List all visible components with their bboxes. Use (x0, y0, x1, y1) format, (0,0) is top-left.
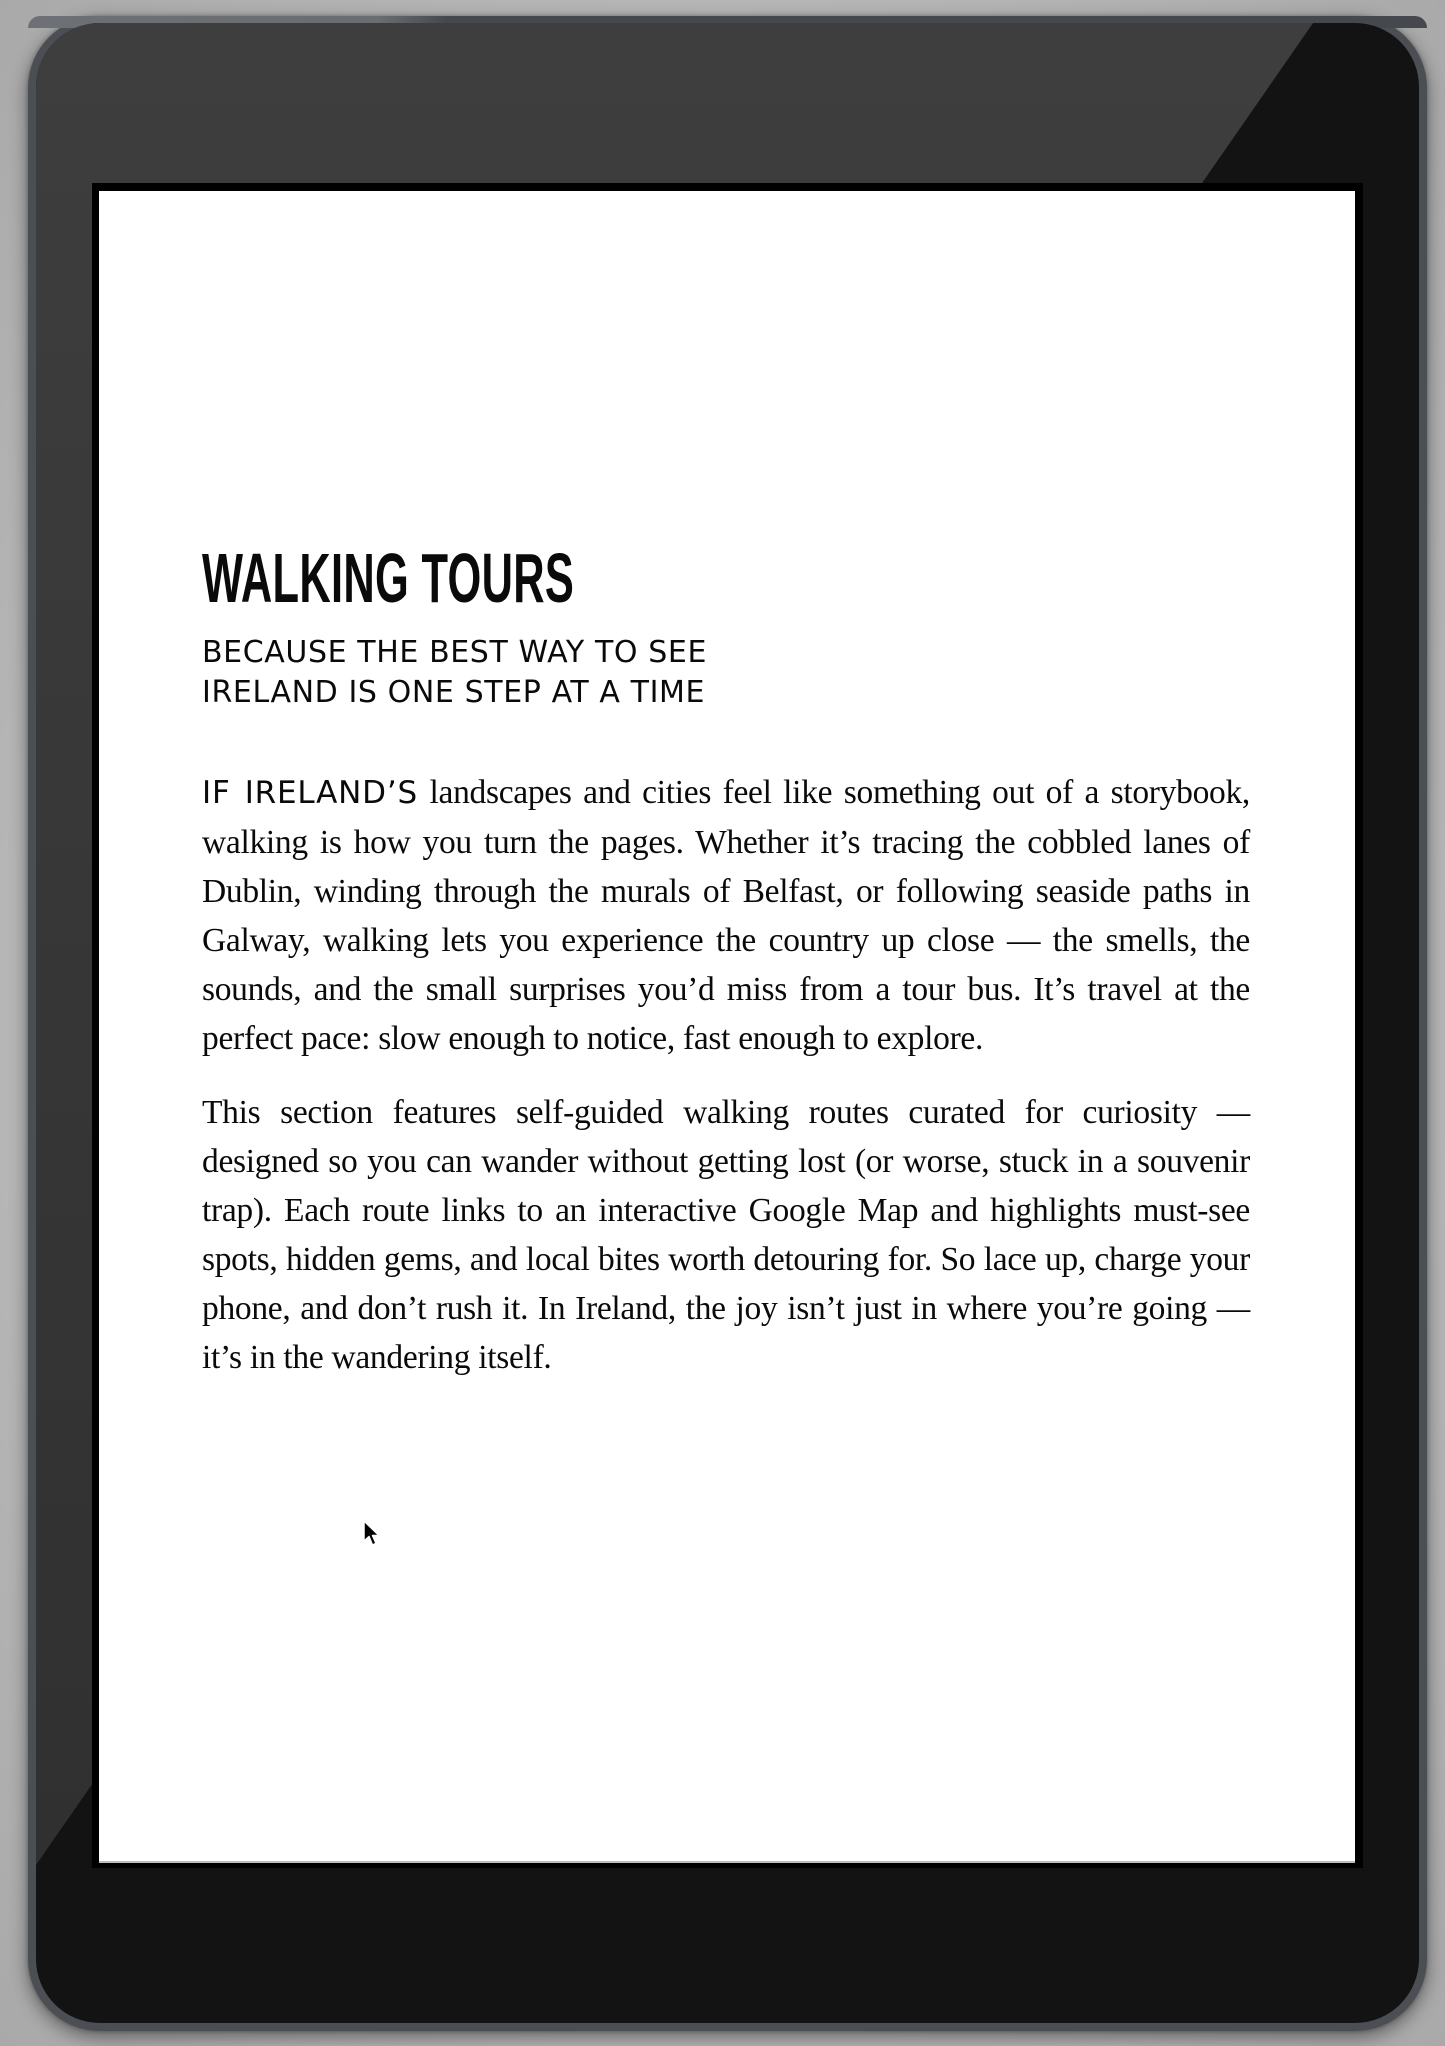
mouse-pointer-icon (362, 1520, 382, 1548)
intro-paragraph (202, 768, 1250, 1063)
section-paragraph (202, 1088, 1250, 1382)
subtitle-line: IRELAND IS ONE STEP AT A TIME (202, 675, 706, 710)
page-subtitle (202, 633, 1250, 713)
paragraph-text: This section features self-guided walking routes curated for curiosity — designed so you can wander without getting lost (or worse, stuck in a souvenir trap). Each route links to an interactive Google Map and highlights must-see spots, hidden gems, and local bites worth detouring for. So lace up, charge your phone, and don’t rush it. In Ireland, the joy isn’t just in where you’re going — it’s in the wandering itself. (202, 1094, 1250, 1376)
page-title: WALKING TOURS (202, 539, 575, 617)
lead-in-caps: IF IRELAND’S (202, 775, 418, 811)
subtitle-line: BECAUSE THE BEST WAY TO SEE (202, 635, 708, 670)
page-content (202, 539, 1250, 1382)
paragraph-text: landscapes and cities feel like something out of a storybook, walking is how you turn the pages. Whether it’s tracing the cobbled lanes of Dublin, winding through the murals of Belfast, or following seaside paths in Galway, walking lets you experience the country up close — the smells, the sounds, and the small surprises you’d miss from a tour bus. It’s travel at the perfect pace: slow enough to notice, fast enough to explore. (202, 774, 1250, 1057)
ebook-page[interactable] (99, 191, 1355, 1863)
